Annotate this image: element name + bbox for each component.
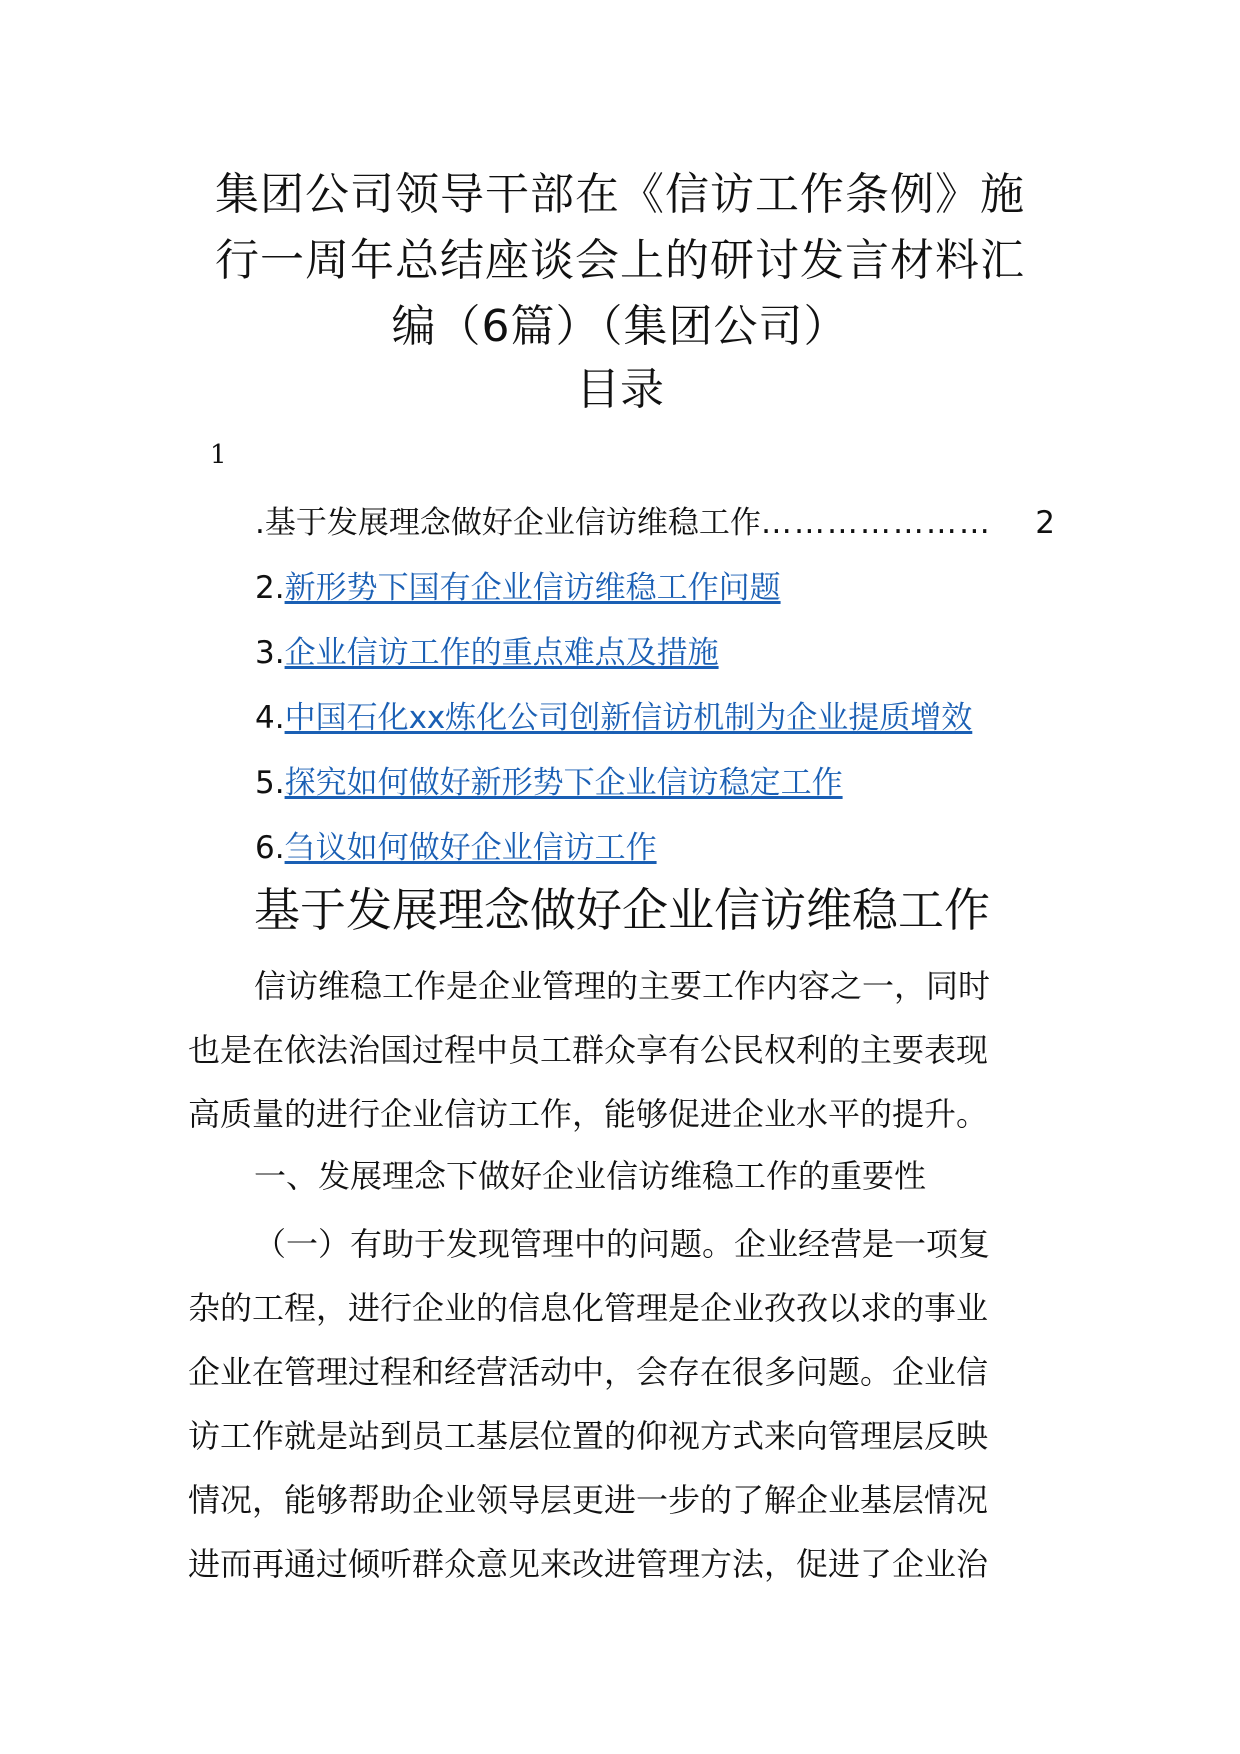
toc-link[interactable]: 新形势下国有企业信访维稳工作问题 xyxy=(284,570,781,606)
page-number-marker: 1 xyxy=(210,440,227,470)
toc-entry-1[interactable] xyxy=(255,500,1055,565)
paragraph-line: 信访维稳工作是企业管理的主要工作内容之一，同时 xyxy=(254,967,991,1005)
toc-entry-number: 6. xyxy=(255,830,285,866)
document-title xyxy=(150,162,1090,360)
paragraph-line: 企业在管理过程和经营活动中，会存在很多问题。企业信 xyxy=(188,1353,989,1391)
toc-link[interactable]: 探究如何做好新形势下企业信访稳定工作 xyxy=(284,765,843,801)
toc-link[interactable]: 刍议如何做好企业信访工作 xyxy=(284,830,657,866)
toc-entry-number: 3. xyxy=(255,635,285,671)
toc-entry-2 xyxy=(255,565,1055,630)
paragraph-line: 访工作就是站到员工基层位置的仰视方式来向管理层反映 xyxy=(188,1417,989,1455)
toc-link[interactable]: 企业信访工作的重点难点及措施 xyxy=(284,635,719,671)
toc-heading: 目录 xyxy=(576,364,664,415)
paragraph-line: 高质量的进行企业信访工作，能够促进企业水平的提升。 xyxy=(188,1095,989,1133)
toc-entry-3 xyxy=(255,630,1055,695)
toc-page-number: 2 xyxy=(1035,505,1055,541)
toc-entry-5 xyxy=(255,760,1055,825)
toc-entry-number: 5. xyxy=(255,765,285,801)
table-of-contents xyxy=(255,500,1055,890)
paragraph-line: 一、发展理念下做好企业信访维稳工作的重要性 xyxy=(254,1157,927,1195)
toc-entry-title: .基于发展理念做好企业信访维稳工作 xyxy=(255,505,761,541)
toc-entry-4 xyxy=(255,695,1055,760)
toc-entry-number: 4. xyxy=(255,700,285,736)
toc-entry-number: 2. xyxy=(255,570,285,606)
toc-leader-dots: ………………… xyxy=(760,505,992,541)
paragraph-line: 进而再通过倾听群众意见来改进管理方法，促进了企业治 xyxy=(188,1545,989,1583)
body-paragraph xyxy=(188,954,1050,1146)
paragraph-line: 也是在依法治国过程中员工群众享有公民权利的主要表现 xyxy=(188,1031,989,1069)
subsection-heading xyxy=(188,1144,1050,1208)
title-line: 行一周年总结座谈会上的研讨发言材料汇 xyxy=(215,235,1025,286)
paragraph-line: 情况，能够帮助企业领导层更进一步的了解企业基层情况 xyxy=(188,1481,989,1519)
body-paragraph xyxy=(188,1212,1050,1596)
title-line: 集团公司领导干部在《信访工作条例》施 xyxy=(215,169,1025,220)
title-line: 编（6篇）（集团公司） xyxy=(391,301,849,352)
toc-link[interactable]: 中国石化xx炼化公司创新信访机制为企业提质增效 xyxy=(284,700,973,736)
paragraph-line: 杂的工程，进行企业的信息化管理是企业孜孜以求的事业 xyxy=(188,1289,989,1327)
section-title: 基于发展理念做好企业信访维稳工作 xyxy=(254,883,990,937)
paragraph-line: （一）有助于发现管理中的问题。企业经营是一项复 xyxy=(254,1225,991,1263)
